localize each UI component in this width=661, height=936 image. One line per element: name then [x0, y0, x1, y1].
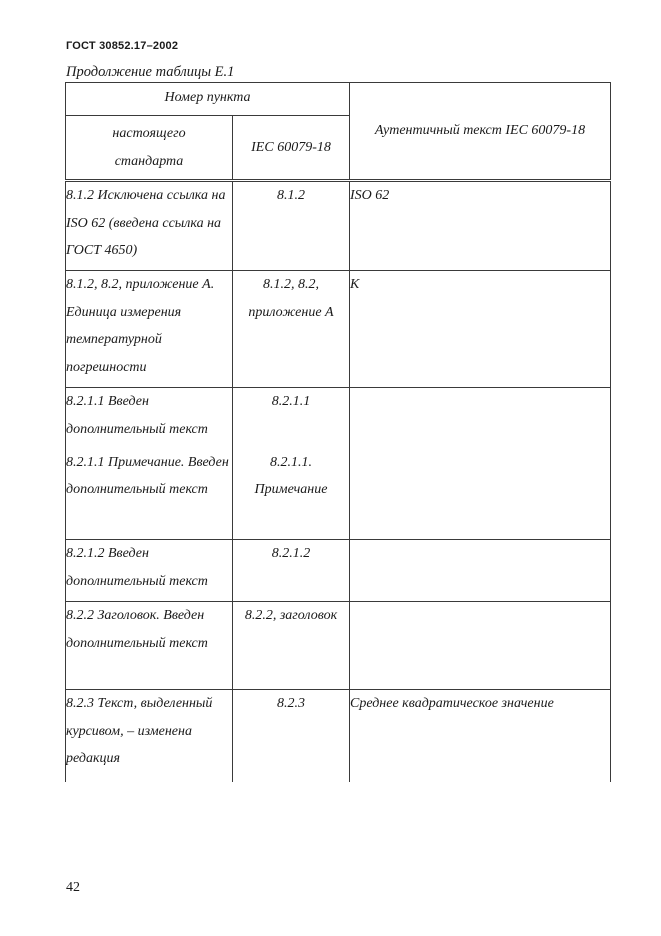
cell-this-standard: 8.1.2, 8.2, приложение А. Единица измерения температурной погрешности — [66, 271, 233, 388]
header-this-standard: настоящего стандарта — [66, 116, 233, 181]
cell-iec-clause: 8.1.2, 8.2, приложение А — [233, 271, 350, 388]
cell-iec-clause: 8.2.1.1. Примечание — [233, 449, 350, 540]
table-row — [66, 449, 611, 540]
header-authentic-text-label: Аутентичный текст IEC 60079-18 — [374, 123, 586, 139]
header-authentic-text — [350, 83, 611, 181]
cell-iec-clause: 8.2.3 — [233, 690, 350, 782]
table-row — [66, 540, 611, 602]
cell-this-standard: 8.2.1.1 Примечание. Введен дополнительный текст — [66, 449, 233, 540]
cell-iec-clause: 8.2.2, заголовок — [233, 602, 350, 690]
table-caption: Продолжение таблицы Е.1 — [66, 64, 235, 80]
cell-this-standard: 8.2.1.2 Введен дополнительный текст — [66, 540, 233, 602]
table-header — [66, 83, 611, 181]
correspondence-table — [65, 82, 611, 782]
cell-this-standard: 8.2.1.1 Введен дополнительный текст — [66, 388, 233, 449]
table-row — [66, 602, 611, 690]
cell-authentic-text — [350, 388, 611, 449]
cell-authentic-text: К — [350, 271, 611, 388]
table-row — [66, 388, 611, 449]
cell-authentic-text: ISO 62 — [350, 181, 611, 271]
table-row — [66, 271, 611, 388]
header-group-clause-number: Номер пункта — [66, 83, 350, 116]
cell-this-standard: 8.2.2 Заголовок. Введен дополнительный текст — [66, 602, 233, 690]
page-number: 42 — [66, 880, 80, 895]
cell-this-standard: 8.2.3 Текст, выделенный курсивом, – изменена редакция — [66, 690, 233, 782]
table-row — [66, 690, 611, 782]
cell-authentic-text — [350, 449, 611, 540]
cell-iec-clause: 8.2.1.2 — [233, 540, 350, 602]
cell-this-standard: 8.1.2 Исключена ссылка на ISO 62 (введена ссылка на ГОСТ 4650) — [66, 181, 233, 271]
header-iec-standard: IEC 60079-18 — [233, 116, 350, 181]
table-body — [66, 181, 611, 782]
cell-iec-clause: 8.1.2 — [233, 181, 350, 271]
document-code: ГОСТ 30852.17–2002 — [66, 40, 179, 52]
table-row — [66, 181, 611, 271]
cell-iec-clause: 8.2.1.1 — [233, 388, 350, 449]
cell-authentic-text — [350, 540, 611, 602]
cell-authentic-text — [350, 602, 611, 690]
cell-authentic-text: Среднее квадратическое значение — [350, 690, 611, 782]
